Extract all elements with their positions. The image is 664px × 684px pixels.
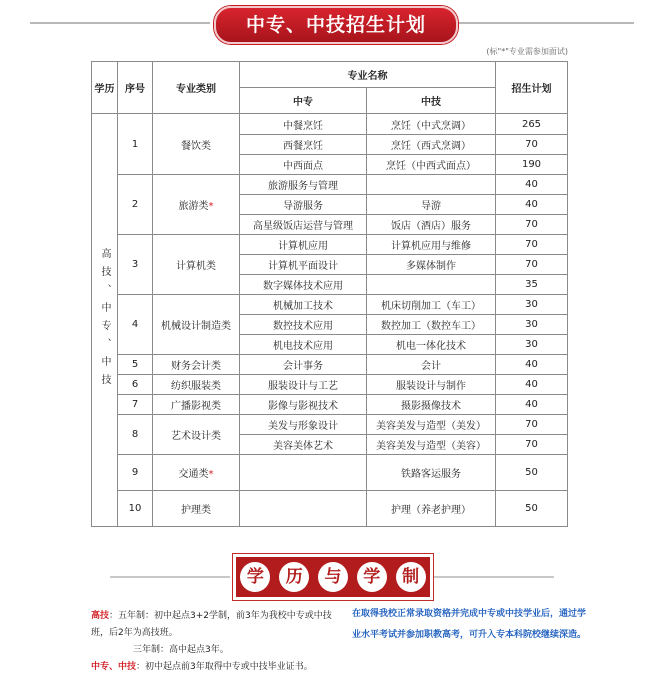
plan-cell: 265 xyxy=(496,114,568,135)
zj-major-cell: 护理（养老护理） xyxy=(367,491,496,527)
zj-major-cell xyxy=(367,275,496,295)
zz-major-cell: 中餐烹饪 xyxy=(240,114,367,135)
category-label: 广播影视类 xyxy=(171,401,221,412)
zz-major-cell: 中西面点 xyxy=(240,155,367,175)
header-edu: 学历 xyxy=(92,62,118,114)
zj-major-cell: 计算机应用与维修 xyxy=(367,235,496,255)
text-gaoji: ：五年制：初中起点3+2学制，前3年为我校中专或中技班，后2年为高技班。 xyxy=(91,611,332,638)
plan-cell: 40 xyxy=(496,375,568,395)
table-row xyxy=(92,491,568,527)
label-zz-zj: 中专、中技 xyxy=(91,662,137,672)
header-major: 专业名称 xyxy=(240,62,496,88)
seq-cell: 1 xyxy=(118,114,153,175)
plan-cell: 50 xyxy=(496,491,568,527)
zz-major-cell: 计算机平面设计 xyxy=(240,255,367,275)
zj-major-cell: 机电一体化技术 xyxy=(367,335,496,355)
section-char: 学 xyxy=(357,562,387,592)
category-label: 艺术设计类 xyxy=(171,431,221,442)
plan-cell: 70 xyxy=(496,135,568,155)
plan-cell: 190 xyxy=(496,155,568,175)
seq-cell: 10 xyxy=(118,491,153,527)
plan-cell: 30 xyxy=(496,295,568,315)
table-row xyxy=(92,395,568,415)
study-system-text xyxy=(91,608,343,676)
zj-major-cell: 饭店（酒店）服务 xyxy=(367,215,496,235)
enrollment-table xyxy=(91,61,568,527)
header-plan: 招生计划 xyxy=(496,62,568,114)
zz-major-cell: 服装设计与工艺 xyxy=(240,375,367,395)
table-row xyxy=(92,355,568,375)
seq-cell: 4 xyxy=(118,295,153,355)
category-cell xyxy=(153,114,240,175)
zj-major-cell: 烹饪（西式烹调） xyxy=(367,135,496,155)
zz-major-cell: 影像与影视技术 xyxy=(240,395,367,415)
seq-cell: 8 xyxy=(118,415,153,455)
category-cell xyxy=(153,355,240,375)
zz-major-cell xyxy=(240,491,367,527)
further-study-text: 在取得我校正常录取资格并完成中专或中技学业后，通过学业水平考试并参加职教高考，可升入专本科院校继续深造。 xyxy=(352,609,587,640)
edu-cell: 高技、中专、中技 xyxy=(92,114,118,527)
category-label: 机械设计制造类 xyxy=(161,321,231,332)
section-char: 学 xyxy=(240,562,270,592)
section-banner xyxy=(232,553,434,601)
zz-major-cell: 美发与形象设计 xyxy=(240,415,367,435)
zz-major-cell xyxy=(240,455,367,491)
plan-cell: 40 xyxy=(496,175,568,195)
plan-cell: 40 xyxy=(496,355,568,375)
zj-major-cell: 烹饪（中西式面点） xyxy=(367,155,496,175)
section-char: 历 xyxy=(279,562,309,592)
plan-cell: 70 xyxy=(496,255,568,275)
seq-cell: 3 xyxy=(118,235,153,295)
table-row xyxy=(92,114,568,135)
category-label: 纺织服装类 xyxy=(171,381,221,392)
header-zj: 中技 xyxy=(367,88,496,114)
header-zz: 中专 xyxy=(240,88,367,114)
zz-major-cell: 数字媒体技术应用 xyxy=(240,275,367,295)
category-label: 餐饮类 xyxy=(181,140,211,152)
section-char: 制 xyxy=(396,562,426,592)
category-cell xyxy=(153,455,240,491)
category-cell xyxy=(153,235,240,295)
plan-cell: 30 xyxy=(496,315,568,335)
category-cell xyxy=(153,395,240,415)
category-cell xyxy=(153,415,240,455)
category-cell xyxy=(153,491,240,527)
seq-cell: 9 xyxy=(118,455,153,491)
seq-cell: 5 xyxy=(118,355,153,375)
zz-major-cell: 旅游服务与管理 xyxy=(240,175,367,195)
table-row xyxy=(92,375,568,395)
category-label: 旅游类 xyxy=(178,201,209,212)
plan-cell: 70 xyxy=(496,435,568,455)
category-label: 交通类 xyxy=(178,469,209,480)
category-label: 财务会计类 xyxy=(171,361,221,372)
section-rule-right xyxy=(434,576,554,578)
category-cell xyxy=(153,175,240,235)
interview-note: (标"*"专业需参加面试) xyxy=(486,47,568,56)
zz-major-cell: 西餐烹饪 xyxy=(240,135,367,155)
table-row xyxy=(92,235,568,255)
plan-cell: 40 xyxy=(496,395,568,415)
plan-cell: 35 xyxy=(496,275,568,295)
zj-major-cell: 多媒体制作 xyxy=(367,255,496,275)
text-zz-zj: ：初中起点前3年取得中专或中技毕业证书。 xyxy=(136,662,313,672)
seq-cell: 7 xyxy=(118,395,153,415)
zj-major-cell: 美容美发与造型（美容） xyxy=(367,435,496,455)
table-row xyxy=(92,175,568,195)
category-label: 计算机类 xyxy=(176,261,216,272)
zj-major-cell: 机床切削加工（车工） xyxy=(367,295,496,315)
seq-cell: 6 xyxy=(118,375,153,395)
zz-major-cell: 美容美体艺术 xyxy=(240,435,367,455)
header-category: 专业类别 xyxy=(153,62,240,114)
zj-major-cell: 铁路客运服务 xyxy=(367,455,496,491)
plan-cell: 70 xyxy=(496,215,568,235)
zz-major-cell: 导游服务 xyxy=(240,195,367,215)
banner-rule-right xyxy=(458,22,634,24)
category-cell xyxy=(153,295,240,355)
table-row xyxy=(92,455,568,491)
zz-major-cell: 机电技术应用 xyxy=(240,335,367,355)
text-three-year: 三年制：高中起点3年。 xyxy=(133,645,229,655)
zj-major-cell: 美容美发与造型（美发） xyxy=(367,415,496,435)
section-rule-left xyxy=(110,576,230,578)
banner-rule-left xyxy=(30,22,210,24)
zj-major-cell: 数控加工（数控车工） xyxy=(367,315,496,335)
category-cell xyxy=(153,375,240,395)
plan-cell: 40 xyxy=(496,195,568,215)
plan-cell: 30 xyxy=(496,335,568,355)
plan-cell: 70 xyxy=(496,235,568,255)
zj-major-cell: 导游 xyxy=(367,195,496,215)
label-gaoji: 高技 xyxy=(91,611,110,621)
zz-major-cell: 会计事务 xyxy=(240,355,367,375)
zj-major-cell: 摄影摄像技术 xyxy=(367,395,496,415)
header-seq: 序号 xyxy=(118,62,153,114)
zj-major-cell: 会计 xyxy=(367,355,496,375)
category-label: 护理类 xyxy=(181,505,211,516)
zz-major-cell: 高星级饭店运营与管理 xyxy=(240,215,367,235)
section-char: 与 xyxy=(318,562,348,592)
table-row xyxy=(92,295,568,315)
table-row xyxy=(92,415,568,435)
interview-star: * xyxy=(208,201,214,212)
page-title: 中专、中技招生计划 xyxy=(214,6,458,44)
interview-star: * xyxy=(208,469,214,480)
zj-major-cell xyxy=(367,175,496,195)
plan-cell: 70 xyxy=(496,415,568,435)
zj-major-cell: 烹饪（中式烹调） xyxy=(367,114,496,135)
zz-major-cell: 机械加工技术 xyxy=(240,295,367,315)
plan-cell: 50 xyxy=(496,455,568,491)
zj-major-cell: 服装设计与制作 xyxy=(367,375,496,395)
zz-major-cell: 数控技术应用 xyxy=(240,315,367,335)
title-banner xyxy=(0,2,664,42)
zz-major-cell: 计算机应用 xyxy=(240,235,367,255)
seq-cell: 2 xyxy=(118,175,153,235)
